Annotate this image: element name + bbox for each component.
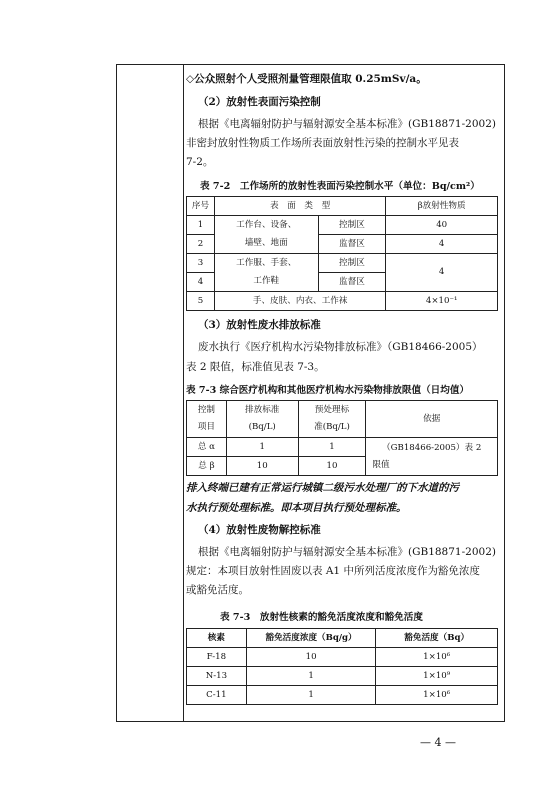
header-activity: 豁免活度（Bq） bbox=[376, 629, 498, 648]
sec4-line-1: 根据《电离辐射防护与辐射源安全基本标准》(GB18871-2002) bbox=[198, 546, 496, 558]
cell-zone: 监督区 bbox=[318, 273, 386, 292]
section-4-title: （4）放射性废物解控标准 bbox=[198, 524, 321, 536]
header-standard-line2: (Bq/L) bbox=[248, 422, 276, 432]
page-number: — 4 — bbox=[420, 736, 456, 749]
cell-value: 4 bbox=[386, 235, 498, 254]
header-pretreat-line1: 预处理标 bbox=[314, 405, 350, 415]
cell-zone: 监督区 bbox=[318, 235, 386, 254]
cell-surface: 工作服、手套、 bbox=[214, 254, 318, 273]
basis-line2: 限值 bbox=[372, 459, 390, 470]
sec4-line-3: 或豁免活度。 bbox=[186, 584, 249, 596]
header-nuclide: 核素 bbox=[187, 629, 247, 648]
cell-concentration: 10 bbox=[246, 648, 376, 667]
table-row bbox=[187, 197, 498, 216]
header-pretreat-line2: 准(Bq/L) bbox=[314, 422, 350, 432]
cell-basis bbox=[366, 438, 498, 476]
header-basis: 依据 bbox=[366, 401, 498, 438]
cell-standard: 1 bbox=[226, 438, 298, 457]
table-row bbox=[187, 438, 498, 457]
cell-value: 4 bbox=[386, 254, 498, 292]
public-dose-limit: ◇公众照射个人受照剂量管理限值取 0.25mSv/a。 bbox=[186, 73, 427, 85]
header-item-line2: 项目 bbox=[197, 422, 216, 432]
cell-zone: 控制区 bbox=[318, 216, 386, 235]
cell-concentration: 1 bbox=[246, 686, 376, 705]
sec4-line-2: 规定：本项目放射性固废以表 A1 中所列活度浓度作为豁免浓度 bbox=[186, 565, 480, 577]
cell-surface: 手、皮肤、内衣、工作袜 bbox=[214, 292, 385, 311]
table-7-2-caption: 表 7-2 工作场所的放射性表面污染控制水平（单位：Bq/cm²） bbox=[200, 181, 480, 192]
cell-nuclide: N-13 bbox=[187, 667, 247, 686]
note-line-2: 水执行预处理标准。即本项目执行预处理标准。 bbox=[186, 502, 407, 514]
sec3-line-1: 废水执行《医疗机构水污染物排放标准》（GB18466-2005） bbox=[198, 341, 483, 353]
section-3-title: （3）放射性废水排放标准 bbox=[198, 319, 321, 331]
header-item-line1: 控制 bbox=[197, 405, 216, 415]
table-row bbox=[187, 667, 498, 686]
cell-nuclide: F-18 bbox=[187, 648, 247, 667]
header-no: 序号 bbox=[187, 197, 215, 216]
table-7-3-exemption bbox=[186, 628, 498, 705]
cell-item: 总 α bbox=[187, 438, 227, 457]
cell-activity: 1×10⁹ bbox=[376, 667, 498, 686]
cell-surface: 工作鞋 bbox=[214, 273, 318, 292]
header-item bbox=[187, 401, 227, 438]
cell-surface: 墙壁、地面 bbox=[214, 235, 318, 254]
table-7-3b-caption: 表 7-3 放射性核素的豁免活度浓度和豁免活度 bbox=[220, 612, 423, 623]
cell-concentration: 1 bbox=[246, 667, 376, 686]
table-row bbox=[187, 629, 498, 648]
table-row bbox=[187, 401, 498, 438]
cell-no: 3 bbox=[187, 254, 215, 273]
table-row bbox=[187, 216, 498, 235]
cell-no: 5 bbox=[187, 292, 215, 311]
header-beta: β放射性物质 bbox=[386, 197, 498, 216]
header-concentration: 豁免活度浓度（Bq/g） bbox=[246, 629, 376, 648]
table-row bbox=[187, 686, 498, 705]
table-7-3-caption: 表 7-3 综合医疗机构和其他医疗机构水污染物排放限值（日均值） bbox=[186, 385, 470, 396]
basis-line1: （GB18466-2005）表 2 bbox=[382, 442, 482, 453]
header-surface: 表 面 类 型 bbox=[214, 197, 385, 216]
left-column bbox=[116, 64, 184, 722]
para-line-3: 7-2。 bbox=[186, 156, 214, 168]
note-line-1: 排入终端已建有正常运行城镇二级污水处理厂的下水道的污 bbox=[186, 482, 459, 494]
section-2-title: （2）放射性表面污染控制 bbox=[198, 96, 321, 108]
table-7-2 bbox=[186, 196, 498, 311]
cell-item: 总 β bbox=[187, 457, 227, 476]
para-line-2: 非密封放射性物质工作场所表面放射性污染的控制水平见表 bbox=[186, 137, 459, 149]
table-7-3-wastewater bbox=[186, 400, 498, 476]
header-standard bbox=[226, 401, 298, 438]
table-row bbox=[187, 648, 498, 667]
cell-nuclide: C-11 bbox=[187, 686, 247, 705]
cell-value: 4×10⁻¹ bbox=[386, 292, 498, 311]
table-row bbox=[187, 292, 498, 311]
para-line-1: 根据《电离辐射防护与辐射源安全基本标准》(GB18871-2002) bbox=[198, 118, 496, 130]
sec3-line-2: 表 2 限值，标准值见表 7-3。 bbox=[186, 361, 325, 373]
cell-surface: 工作台、设备、 bbox=[214, 216, 318, 235]
cell-value: 40 bbox=[386, 216, 498, 235]
cell-zone: 控制区 bbox=[318, 254, 386, 273]
cell-pretreat: 10 bbox=[298, 457, 366, 476]
cell-standard: 10 bbox=[226, 457, 298, 476]
cell-no: 2 bbox=[187, 235, 215, 254]
table-row bbox=[187, 254, 498, 273]
cell-no: 1 bbox=[187, 216, 215, 235]
cell-no: 4 bbox=[187, 273, 215, 292]
cell-activity: 1×10⁶ bbox=[376, 648, 498, 667]
cell-pretreat: 1 bbox=[298, 438, 366, 457]
header-standard-line1: 排放标准 bbox=[245, 405, 280, 415]
header-pretreat bbox=[298, 401, 366, 438]
table-row bbox=[187, 235, 498, 254]
cell-activity: 1×10⁶ bbox=[376, 686, 498, 705]
